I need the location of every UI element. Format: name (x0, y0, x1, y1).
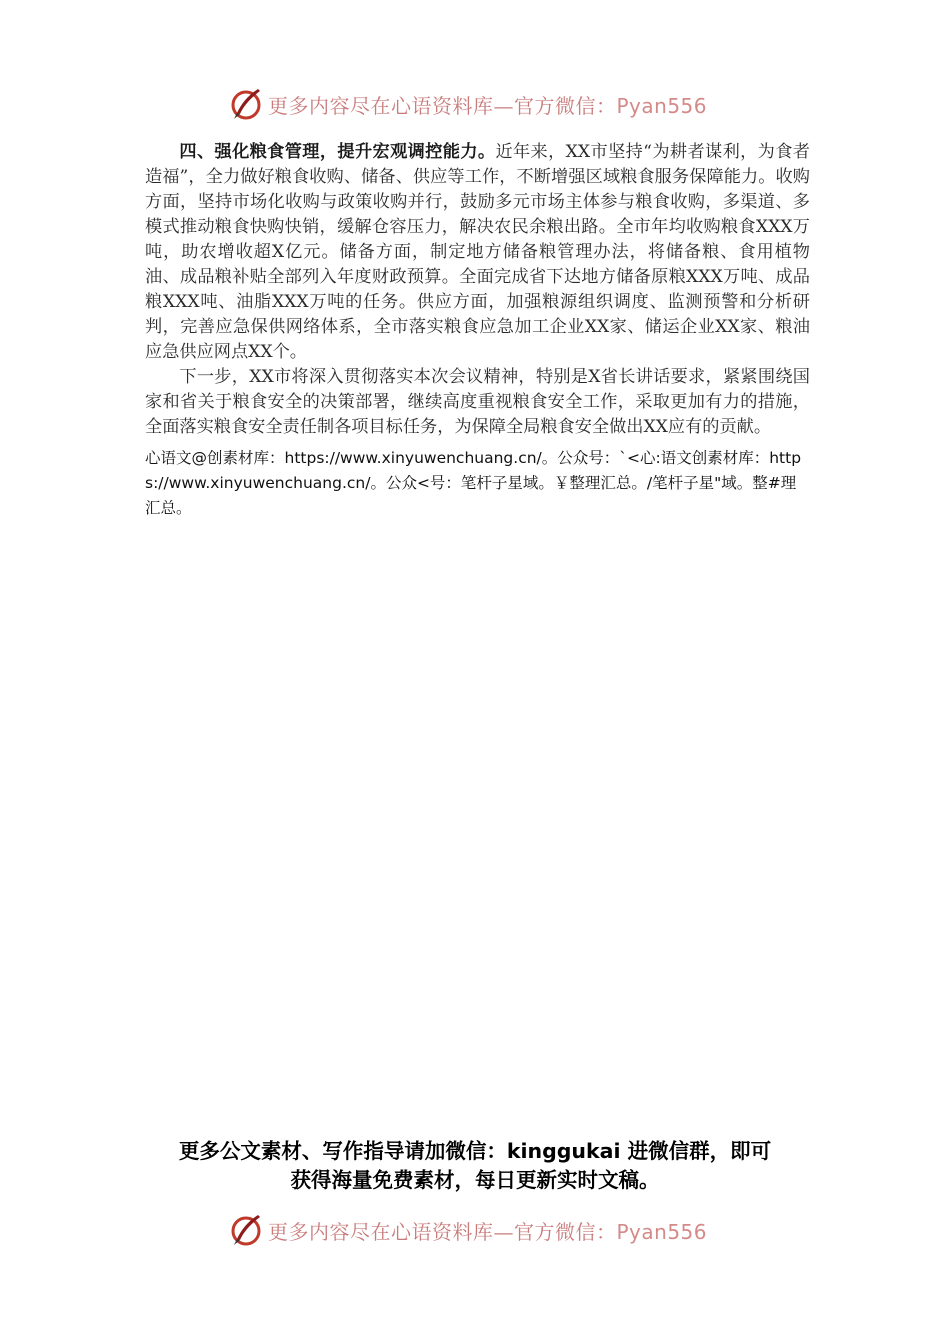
footer-banner-text: 更多内容尽在心语资料库—官方微信：Pyan556 (268, 1219, 708, 1244)
paragraph-next-steps (145, 365, 810, 440)
paragraph-text: 下一步，XX市将深入贯彻落实本次会议精神，特别是X省长讲话要求，紧紧围绕国家和省关于粮食安全的决策部署，继续高度重视粮食安全工作，采取更加有力的措施，全面落实粮食安全责任制各项目标任务，为保障全局粮食安全做出XX应有的贡献。 (145, 367, 810, 437)
paragraph-heading: 四、强化粮食管理，提升宏观调控能力。 (179, 142, 496, 162)
promo-block (145, 1137, 805, 1195)
document-body (145, 140, 810, 521)
header-wechat-id: Pyan556 (616, 93, 708, 118)
paragraph-text: 近年来，XX市坚持“为耕者谋利，为食者造福”，全力做好粮食收购、储备、供应等工作，不断增强区域粮食服务保障能力。收购方面，坚持市场化收购与政策收购并行，鼓励多元市场主体参与粮食收购，多渠道、多模式推动粮食快购快销，缓解仓容压力，解决农民余粮出路。全市年均收购粮食XXX万吨，助农增收超X亿元。储备方面，制定地方储备粮管理办法，将储备粮、食用植物油、成品粮补贴全部列入年度财政预算。全面完成省下达地方储备原粮XXX万吨、成品粮XXX吨、油脂XXX万吨的任务。供应方面，加强粮源组织调度、监测预警和分析研判，完善应急保供网络体系，全市落实粮食应急加工企业XX家、储运企业XX家、粮油应急供应网点XX个。 (145, 142, 810, 362)
paragraph-grain-management (145, 140, 810, 365)
header-banner-text: 更多内容尽在心语资料库—官方微信：Pyan556 (268, 93, 708, 118)
footer-wechat-id: Pyan556 (616, 1219, 708, 1244)
source-note: 心语文@创素材库：https://www.xinyuwenchuang.cn/。公众号：`<心:语文创素材库：https://www.xinyuwenchuang.cn/。公众<号：笔杆子星域。￥整理汇总。/笔杆子星"域。整#理汇总。 (145, 449, 802, 517)
promo-line-1: 更多公文素材、写作指导请加微信：kinggukai 进微信群，即可 (178, 1139, 772, 1163)
footer-banner (228, 1210, 722, 1250)
promo-line-2: 获得海量免费素材，每日更新实时文稿。 (290, 1168, 660, 1192)
quill-pen-logo-icon (228, 1212, 264, 1248)
header-banner (228, 84, 722, 124)
quill-pen-logo-icon (228, 86, 264, 122)
